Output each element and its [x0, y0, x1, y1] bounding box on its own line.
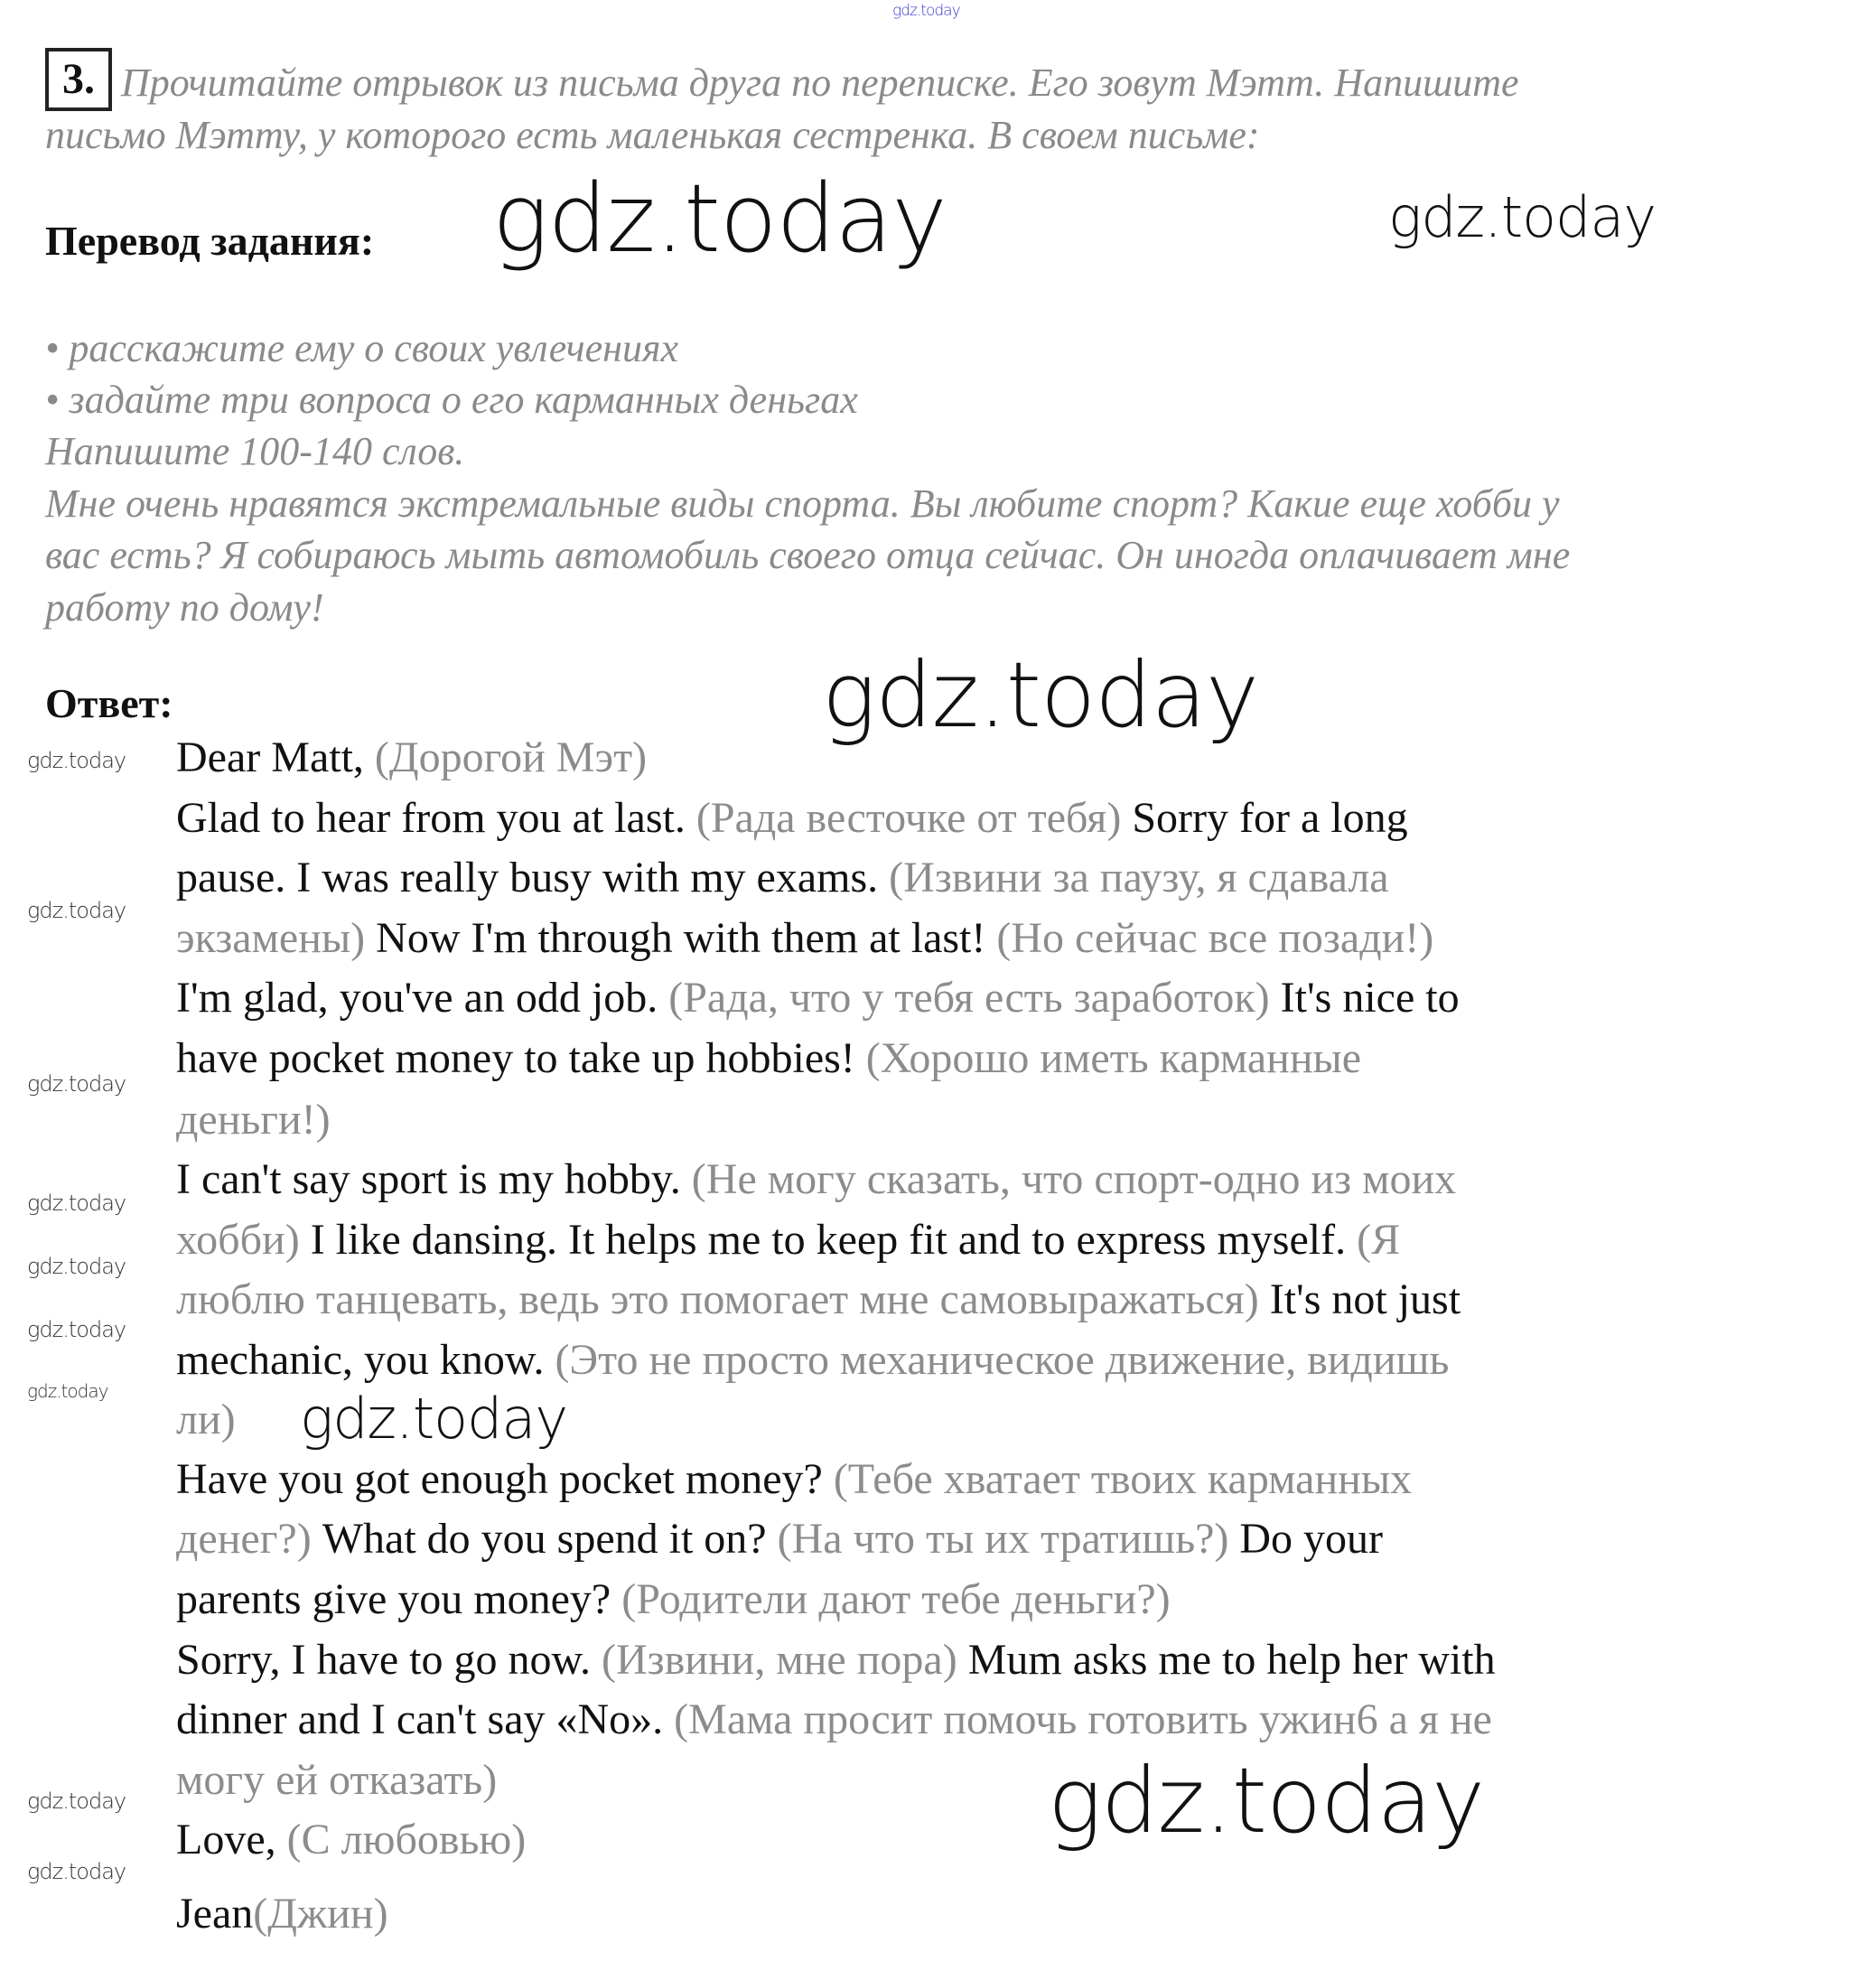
watermark-small: gdz.today — [27, 1071, 126, 1097]
watermark-large: gdz.today — [492, 163, 947, 274]
translation-line: Мне очень нравятся экстремальные виды спорта. Вы любите спорт? Какие еще хобби у — [45, 481, 1560, 526]
task-line-1: Прочитайте отрывок из письма друга по переписке. Его зовут Мэтт. Напишите — [121, 61, 1519, 105]
watermark-large: gdz.today — [822, 642, 1259, 748]
answer-line — [176, 1091, 331, 1149]
russian-translation: люблю танцевать, ведь это помогает мне самовыражаться) — [176, 1275, 1270, 1323]
english-text: Jean — [176, 1890, 254, 1938]
english-text: Have you got enough pocket money? — [176, 1455, 834, 1503]
russian-translation: (Рада весточке от тебя) — [695, 794, 1133, 842]
watermark-small: gdz.today — [27, 1254, 126, 1279]
translation-line: работу по дому! — [45, 585, 324, 630]
answer-line — [176, 1451, 1412, 1508]
watermark-medium: gdz.today — [1388, 184, 1657, 250]
watermark-top: gdz.today — [892, 2, 960, 20]
translation-line: • расскажите ему о своих увлечениях — [45, 326, 678, 370]
russian-translation: (Извини, мне пора) — [602, 1636, 968, 1684]
english-text: mechanic, you know. — [176, 1336, 555, 1384]
answer-line — [176, 1331, 1449, 1389]
english-text: Love, — [176, 1816, 287, 1863]
english-text: dinner and I can't say «No». — [176, 1695, 675, 1743]
english-text: I can't say sport is my hobby. — [176, 1155, 692, 1203]
russian-translation: экзамены) — [176, 914, 377, 962]
english-text: have pocket money to take up hobbies! — [176, 1034, 866, 1082]
watermark-small: gdz.today — [27, 1317, 126, 1342]
watermark-small: gdz.today — [27, 748, 126, 773]
english-text: parents give you money? — [176, 1575, 622, 1623]
russian-translation: (На что ты их тратишь?) — [777, 1515, 1240, 1563]
answer-line — [176, 1811, 526, 1869]
task-number: 3. — [45, 48, 112, 111]
russian-translation: (Извини за паузу, я сдавала — [889, 854, 1389, 901]
watermark-medium: gdz.today — [300, 1386, 568, 1452]
task-line-2: письмо Мэтту, у которого есть маленькая сестренка. В своем письме: — [45, 113, 1260, 157]
russian-translation: (Дорогой Мэт) — [374, 733, 648, 781]
english-text: pause. I was really busy with my exams. — [176, 854, 890, 901]
russian-translation: деньги!) — [176, 1096, 331, 1144]
translation-heading: Перевод задания: — [45, 218, 375, 264]
answer-line — [176, 1030, 1361, 1088]
watermark-small: gdz.today — [27, 1380, 108, 1402]
english-text: It's nice to — [1280, 974, 1460, 1022]
russian-translation: могу ей отказать) — [176, 1756, 498, 1804]
russian-translation: (Тебе хватает твоих карманных — [833, 1455, 1413, 1503]
answer-line — [176, 1151, 1456, 1209]
russian-translation: (Это не просто механическое движение, видишь — [555, 1336, 1450, 1384]
watermark-small: gdz.today — [27, 1789, 126, 1814]
answer-line — [176, 910, 1433, 967]
answer-heading: Ответ: — [45, 680, 173, 726]
russian-translation: (Родители дают тебе деньги?) — [621, 1575, 1171, 1623]
english-text: Mum asks me to help her with — [967, 1636, 1496, 1684]
russian-translation: (С любовью) — [286, 1816, 527, 1863]
english-text: I'm glad, you've an odd job. — [176, 974, 669, 1022]
russian-translation: денег?) — [176, 1515, 322, 1563]
watermark-large: gdz.today — [1048, 1748, 1485, 1854]
russian-translation: (Рада, что у тебя есть заработок) — [668, 974, 1281, 1022]
russian-translation: (Хорошо иметь карманные — [865, 1034, 1362, 1082]
english-text: Glad to hear from you at last. — [176, 794, 696, 842]
watermark-small: gdz.today — [27, 1191, 126, 1216]
english-text: Dear Matt, — [176, 733, 375, 781]
answer-line — [176, 1391, 236, 1449]
answer-line — [176, 1271, 1461, 1329]
russian-translation: (Я — [1357, 1216, 1401, 1264]
answer-line — [176, 1885, 388, 1943]
answer-line — [176, 1510, 1383, 1568]
translation-line: • задайте три вопроса о его карманных деньгах — [45, 378, 858, 422]
russian-translation: (Не могу сказать, что спорт-одно из моих — [691, 1155, 1457, 1203]
english-text: I like dansing. It helps me to keep fit and to express myself. — [310, 1216, 1358, 1264]
english-text: Sorry for a long — [1132, 794, 1408, 842]
russian-translation: (Джин) — [253, 1890, 388, 1938]
answer-line — [176, 849, 1389, 907]
english-text: It's not just — [1269, 1275, 1461, 1323]
russian-translation: ли) — [176, 1396, 236, 1443]
answer-line — [176, 1211, 1400, 1269]
watermark-small: gdz.today — [27, 1859, 126, 1884]
english-text: Sorry, I have to go now. — [176, 1636, 602, 1684]
russian-translation: (Мама просит помочь готовить ужин6 а я не — [674, 1695, 1492, 1743]
answer-line — [176, 1631, 1496, 1689]
english-text: Now I'm through with them at last! — [376, 914, 997, 962]
translation-line: вас есть? Я собираюсь мыть автомобиль своего отца сейчас. Он иногда оплачивает мне — [45, 533, 1571, 577]
answer-line — [176, 1751, 497, 1809]
russian-translation: хобби) — [176, 1216, 311, 1264]
answer-line — [176, 789, 1408, 847]
russian-translation: (Но сейчас все позади!) — [996, 914, 1434, 962]
english-text: What do you spend it on? — [322, 1515, 778, 1563]
answer-line — [176, 1571, 1171, 1629]
answer-line — [176, 1691, 1492, 1749]
english-text: Do your — [1239, 1515, 1384, 1563]
translation-line: Напишите 100-140 слов. — [45, 429, 465, 473]
answer-line — [176, 969, 1460, 1027]
answer-line — [176, 729, 647, 787]
watermark-small: gdz.today — [27, 898, 126, 923]
